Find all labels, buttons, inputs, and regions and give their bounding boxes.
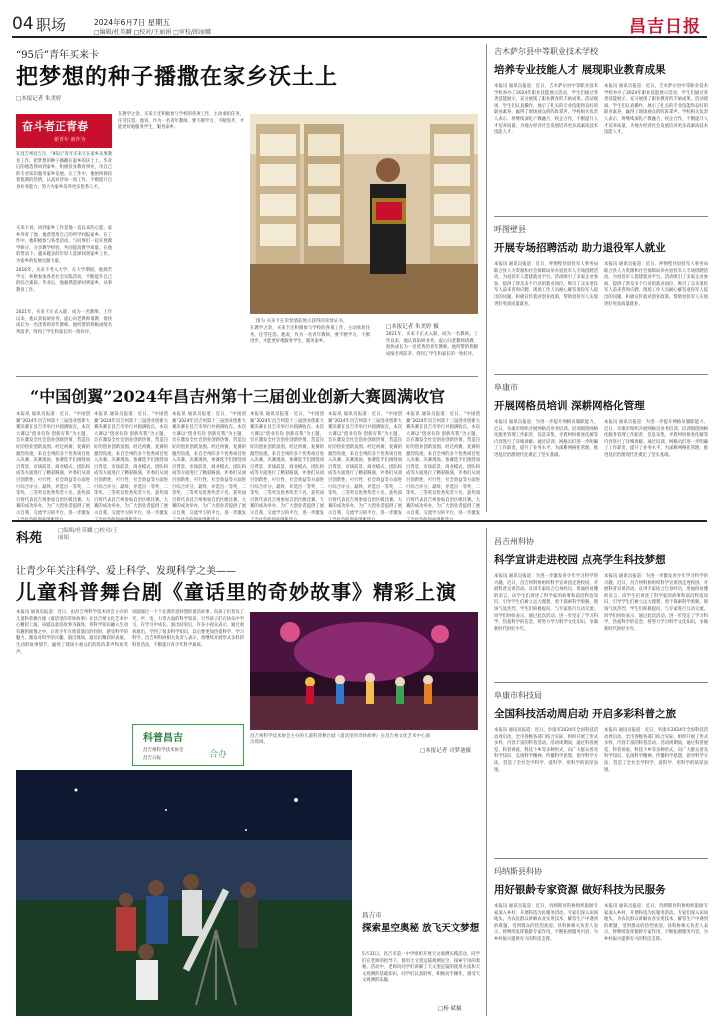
side3-headline: 开展网格员培训 深耕网格化管理	[494, 400, 645, 412]
side-rule-5	[494, 858, 708, 859]
side6-body-b: 本报讯 通讯员报道：近日，玛纳斯县科协组织银龄专家深入乡村，开展科技为民服务活动。专家们深入田间地头，为农民群众讲解农业实用技术，解答生产中遇到的难题，受到群众的热烈欢迎。县科协相关负责人表示，将继续发挥银龄专家作用，不断拓展服务内容，为乡村振兴提供有力的科技支撑。	[604, 904, 708, 942]
side5-headline: 全国科技活动周启动 开启多彩科普之旅	[494, 708, 677, 720]
side1-kicker: 吉木萨尔县中等职业技术学校	[494, 47, 598, 56]
section-name: 职场	[36, 16, 67, 34]
science-logo-sub2: 昌吉日报	[143, 756, 161, 761]
side2-kicker: 呼图壁县	[494, 225, 526, 234]
story3-body-1: 本报讯 通讯员报道：近日，由昌吉州科学技术协会主办的儿童科普舞台剧《童话里的奇妙故事》在昌吉州文化艺术中心精彩上演。该剧以童话故事为载体，将科学知识融入生动有趣的剧情之中，让青少年在欣赏演出的同时，感受科学的魅力，激发对科学的兴趣。演出现场，演员们精彩的表演、生动的故事情节，赢得了现场小观众们的阵阵掌声和欢笑声。	[16, 610, 128, 655]
story1-kicker: “95后”青年买来卡	[16, 50, 99, 61]
banner-subtitle: 新青年 新作为	[54, 137, 86, 143]
story2-col-1: 本报讯 通讯员报道：近日，“中国创翼”2024年昌吉州第十三届创业创新大赛决赛在昌吉市举行并圆满收官。本次大赛以“创业有你 创新有我”为主题，旨在激发全社会创业创新热情，营造良好的创业创新氛围。经过初赛、复赛的激烈角逐，来自全州的多个优秀项目进入决赛。决赛现场，参赛选手们围绕项目背景、市场前景、商业模式、团队构成等方面进行了精彩路演，评委们从项目创新性、可行性、社会效益等方面进行综合评分。最终，评选出一等奖、二等奖、三等奖及优秀奖若干名。获奖项目将代表昌吉州参加自治区级比赛。大赛的成功举办，为广大创业者提供了展示自我、交流学习的平台，进一步激发	[16, 412, 90, 516]
story4-photo	[16, 770, 352, 1016]
column-divider-lower	[486, 528, 487, 1016]
side2-headline: 开展专场招聘活动 助力退役军人就业	[494, 242, 666, 254]
banner-title: 奋斗者正青春	[22, 120, 88, 133]
story1-body-6: 在教学之余，买来卡还积极参与学校的各项工作，主动承担任务，任劳任怨。他说，作为一名青年教师，要不断学习，不断进步，才能更好地服务学生，服务家乡。	[250, 326, 370, 345]
side3-kicker: 阜康市	[494, 383, 518, 392]
story4-body: 5月31日，昌吉市第一中学组织开展天文观测实践活动，同学们在老师的指导下，使用天文望远镜观测星空，探索宇宙的奥秘。活动中，老师向同学们讲解了天文望远镜的使用方法和天文观测的基础知识，同学们认真聆听，积极动手操作，感受天文观测的乐趣。	[362, 952, 480, 984]
science-logo-title: 科普昌吉	[143, 733, 183, 744]
section2-editor-line: □编辑/杜英麟 □校对/王丽娟	[58, 528, 118, 541]
story4-kicker: 昌吉市	[362, 911, 382, 919]
story1-photo	[250, 114, 478, 314]
story1-body-3: 2016年，买来卡考入大学，在大学期间，他刻苦学习，积极参加各类社会实践活动，不断提升自己的综合素质。毕业后，他毅然选择回到家乡，从事教育工作。	[16, 268, 112, 293]
side1-body-b: 本报讯 通讯员报道：近日，吉木萨尔县中等职业技术学校举办了2024年职业技能展示活动，学生们通过各类技能展示，充分展现了职业教育的丰硕成果。活动现场，学生们认真操作，展示了扎实的专业技能和良好的职业素养，赢得了现场观众的阵阵掌声。学校相关负责人表示，将继续深化产教融合、校企合作，不断提升人才培养质量，为地方经济社会发展培养更多高素质技术技能人才。	[604, 84, 708, 136]
side6-kicker: 玛纳斯县科协	[494, 867, 542, 876]
story3-photo	[250, 612, 478, 730]
side6-headline: 用好银龄专家资源 做好科技为民服务	[494, 884, 666, 896]
story2-col-6: 本报讯 通讯员报道：近日，“中国创翼”2024年昌吉州第十三届创业创新大赛决赛在昌吉市举行并圆满收官。本次大赛以“创业有你 创新有我”为主题，旨在激发全社会创业创新热情，营造良好的创业创新氛围。经过初赛、复赛的激烈角逐，来自全州的多个优秀项目进入决赛。决赛现场，参赛选手们围绕项目背景、市场前景、商业模式、团队构成等方面进行了精彩路演，评委们从项目创新性、可行性、社会效益等方面进行综合评分。最终，评选出一等奖、二等奖、三等奖及优秀奖若干名。获奖项目将代表昌吉州参加自治区级比赛。大赛的成功举办，为广大创业者提供了展示自我、交流学习的平台，进一步激发	[406, 412, 480, 516]
side3-body-b: 本报讯 通讯员报道：为进一步提升网格员履职能力，近日，阜康市组织开展网格员业务培训。培训围绕网格化服务管理工作职责、信息采集、矛盾纠纷排查化解等内容进行了详细讲解。通过培训，网格员们进一步明确了工作职责，提升了业务水平，为深耕网格化管理、推进基层治理现代化奠定了坚实基础。	[604, 420, 708, 458]
story2-top-rule	[16, 376, 478, 377]
story2-col-5: 本报讯 通讯员报道：近日，“中国创翼”2024年昌吉州第十三届创业创新大赛决赛在昌吉市举行并圆满收官。本次大赛以“创业有你 创新有我”为主题，旨在激发全社会创业创新热情，营造良好的创业创新氛围。经过初赛、复赛的激烈角逐，来自全州的多个优秀项目进入决赛。决赛现场，参赛选手们围绕项目背景、市场前景、商业模式、团队构成等方面进行了精彩路演，评委们从项目创新性、可行性、社会效益等方面进行综合评分。最终，评选出一等奖、二等奖、三等奖及优秀奖若干名。获奖项目将代表昌吉州参加自治区级比赛。大赛的成功举办，为广大创业者提供了展示自我、交流学习的平台，进一步激发	[328, 412, 402, 516]
story2-col-2: 本报讯 通讯员报道：近日，“中国创翼”2024年昌吉州第十三届创业创新大赛决赛在昌吉市举行并圆满收官。本次大赛以“创业有你 创新有我”为主题，旨在激发全社会创业创新热情，营造良好的创业创新氛围。经过初赛、复赛的激烈角逐，来自全州的多个优秀项目进入决赛。决赛现场，参赛选手们围绕项目背景、市场前景、商业模式、团队构成等方面进行了精彩路演，评委们从项目创新性、可行性、社会效益等方面进行综合评分。最终，评选出一等奖、二等奖、三等奖及优秀奖若干名。获奖项目将代表昌吉州参加自治区级比赛。大赛的成功举办，为广大创业者提供了展示自我、交流学习的平台，进一步激发	[94, 412, 168, 516]
column-divider	[486, 44, 487, 512]
side-rule-4	[494, 682, 708, 683]
side4-kicker: 昌吉州科协	[494, 537, 534, 546]
side1-body-a: 本报讯 通讯员报道：近日，吉木萨尔县中等职业技术学校举办了2024年职业技能展示活动，学生们通过各类技能展示，充分展现了职业教育的丰硕成果。活动现场，学生们认真操作，展示了扎实的专业技能和良好的职业素养，赢得了现场观众的阵阵掌声。学校相关负责人表示，将继续深化产教融合、校企合作，不断提升人才培养质量，为地方经济社会发展培养更多高素质技术技能人才。	[494, 84, 598, 136]
side4-body-a: 本报讯 通讯员报道：为进一步激发青少年学习科学的兴趣，近日，昌吉州科协组织科学宣讲团走进校园，开展科普宣讲活动。宣讲专家结合自身经历，用通俗易懂的语言，向学生们讲述了科学家的故事和前沿科技知识，引导学生们树立远大理想，勇于探索科学奥秘。现场气氛热烈，学生们积极提问，与专家进行互动交流。同学们纷纷表示，通过此次活动，进一步坚定了学习科学、热爱科学的信念，将努力学习科学文化知识，争做新时代的好少年。	[494, 574, 598, 632]
story3-body-2: 该剧通过一个个充满奇思妙想的童话故事，向孩子们普及了光、声、电、力等方面的科学知识，引导孩子们在快乐中学习，在学习中成长。演出结束后，许多小观众表示，通过观看演出，学到了很多科学知识，以后要更加热爱科学、学习科学。昌吉州科协相关负责人表示，将继续开展形式多样的科普活动，不断提升青少年科学素质。	[132, 610, 244, 648]
story1-photo-credit: □本报记者 朱美婷 摄	[386, 324, 439, 330]
side5-body-b: 本报讯 通讯员报道：近日，阜康市2024年全国科技活动周启动，全市各级各部门结合实际，组织开展了形式多样、内容丰富的科普活动。活动周期间，通过科普展览、科普讲座、科技下乡等多种形式，向广大群众普及科学知识，弘扬科学精神，传播科学思想，倡导科学方法，营造了全社会学科学、爱科学、用科学的浓厚氛围。	[604, 728, 708, 773]
section2-label: 科苑	[16, 531, 43, 546]
story3-kicker: 让青少年关注科学、爱上科学、发现科学之美——	[16, 566, 236, 577]
side6-body-a: 本报讯 通讯员报道：近日，玛纳斯县科协组织银龄专家深入乡村，开展科技为民服务活动。专家们深入田间地头，为农民群众讲解农业实用技术，解答生产中遇到的难题，受到群众的热烈欢迎。县科协相关负责人表示，将继续发挥银龄专家作用，不断拓展服务内容，为乡村振兴提供有力的科技支撑。	[494, 904, 598, 942]
side2-body-a: 本报讯 通讯员报道：近日，呼图壁县退役军人事务局联合县人力资源和社会保障局举办退役军人专场招聘活动，为退役军人搭建就业平台。活动吸引了多家企业参加，提供了涉及多个行业的就业岗位，吸引了众多退役军人前来咨询应聘。现场工作人员耐心解答退役军人提出的问题，积极宣传就业创业政策，帮助退役军人实现更好更高质量就业。	[494, 262, 598, 307]
editor-line: □编辑/杜英麟 □校对/王丽娟 □审校/郎丽娜	[94, 29, 211, 36]
science-logo-box	[132, 724, 244, 766]
story4-headline: 探索星空奥秘 放飞天文梦想	[362, 923, 480, 934]
story2-headline: “中国创翼”2024年昌吉州第十三届创业创新大赛圆满收官	[30, 387, 445, 406]
story1-headline: 把梦想的种子播撒在家乡沃土上	[16, 64, 339, 90]
side4-headline: 科学宣讲走进校园 点亮学生科技梦想	[494, 554, 666, 566]
story1-body-1: 在昌吉州昌吉市，“95后”青年买来卡在家乡从事教育工作，把梦想的种子播撒在家乡的沃土上。毕业后的他选择回到家乡，积极投身教育事业，用自己的专业知识服务家乡发展。在工作中，他始终保持着饱满的热情，认真对待每一项工作，不断提升自身业务能力，努力为家乡培养更多优秀人才。	[16, 152, 112, 190]
side-rule-1	[494, 216, 708, 217]
masthead	[12, 8, 707, 38]
newspaper-logo: 昌吉日报	[629, 17, 701, 37]
story1-body-7: 2021年，买来卡正式入职，成为一名教师。工作以来，他认真钻研业务，虚心向老教师请教，很快成长为一名优秀的青年教师。他所带的班级成绩名列前茅，得到了学生和家长的一致好评。	[386, 332, 478, 357]
section2-rule	[12, 520, 707, 522]
side4-body-b: 本报讯 通讯员报道：为进一步激发青少年学习科学的兴趣，近日，昌吉州科协组织科学宣讲团走进校园，开展科普宣讲活动。宣讲专家结合自身经历，用通俗易懂的语言，向学生们讲述了科学家的故事和前沿科技知识，引导学生们树立远大理想，勇于探索科学奥秘。现场气氛热烈，学生们积极提问，与专家进行互动交流。同学们纷纷表示，通过此次活动，进一步坚定了学习科学、热爱科学的信念，将努力学习科学文化知识，争做新时代的好少年。	[604, 574, 708, 632]
story1-body-5: 在教学之余，买来卡还积极参与学校的各项工作，主动承担任务，任劳任怨。他说，作为一名青年教师，要不断学习，不断进步，才能更好地服务学生，服务家乡。	[118, 112, 244, 131]
story2-col-3: 本报讯 通讯员报道：近日，“中国创翼”2024年昌吉州第十三届创业创新大赛决赛在昌吉市举行并圆满收官。本次大赛以“创业有你 创新有我”为主题，旨在激发全社会创业创新热情，营造良好的创业创新氛围。经过初赛、复赛的激烈角逐，来自全州的多个优秀项目进入决赛。决赛现场，参赛选手们围绕项目背景、市场前景、商业模式、团队构成等方面进行了精彩路演，评委们从项目创新性、可行性、社会效益等方面进行综合评分。最终，评选出一等奖、二等奖、三等奖及优秀奖若干名。获奖项目将代表昌吉州参加自治区级比赛。大赛的成功举办，为广大创业者提供了展示自我、交流学习的平台，进一步激发	[172, 412, 246, 516]
story3-photo-credit: □本报记者 司梦迪摄	[420, 748, 471, 754]
side3-body-a: 本报讯 通讯员报道：为进一步提升网格员履职能力，近日，阜康市组织开展网格员业务培训。培训围绕网格化服务管理工作职责、信息采集、矛盾纠纷排查化解等内容进行了详细讲解。通过培训，网格员们进一步明确了工作职责，提升了业务水平，为深耕网格化管理、推进基层治理现代化奠定了坚实基础。	[494, 420, 598, 458]
youth-banner	[16, 114, 112, 148]
story2-col-4: 本报讯 通讯员报道：近日，“中国创翼”2024年昌吉州第十三届创业创新大赛决赛在昌吉市举行并圆满收官。本次大赛以“创业有你 创新有我”为主题，旨在激发全社会创业创新热情，营造良好的创业创新氛围。经过初赛、复赛的激烈角逐，来自全州的多个优秀项目进入决赛。决赛现场，参赛选手们围绕项目背景、市场前景、商业模式、团队构成等方面进行了精彩路演，评委们从项目创新性、可行性、社会效益等方面进行综合评分。最终，评选出一等奖、二等奖、三等奖及优秀奖若干名。获奖项目将代表昌吉州参加自治区级比赛。大赛的成功举办，为广大创业者提供了展示自我、交流学习的平台，进一步激发	[250, 412, 324, 516]
story1-photo-caption: 图为 买来卡在荣誉墙前展示获得的荣誉证书。	[256, 319, 348, 324]
science-logo-sub: 昌吉州科学技术协会	[143, 748, 184, 753]
page-number: 04	[12, 14, 34, 34]
side-rule-2	[494, 374, 708, 375]
side5-body-a: 本报讯 通讯员报道：近日，阜康市2024年全国科技活动周启动，全市各级各部门结合实际，组织开展了形式多样、内容丰富的科普活动。活动周期间，通过科普展览、科普讲座、科技下乡等多种形式，向广大群众普及科学知识，弘扬科学精神，传播科学思想，倡导科学方法，营造了全社会学科学、爱科学、用科学的浓厚氛围。	[494, 728, 598, 773]
story1-byline: □本报记者 朱美婷	[16, 96, 62, 102]
story4-credit: □杨 斌摄	[438, 1006, 462, 1012]
issue-date: 2024年6月7日 星期五	[94, 18, 171, 27]
side5-kicker: 阜康市科技局	[494, 691, 542, 700]
story1-body-4: 2021年，买来卡正式入职，成为一名教师。工作以来，他认真钻研业务，虚心向老教师请教，很快成长为一名优秀的青年教师。他所带的班级成绩名列前茅，得到了学生和家长的一致好评。	[16, 310, 112, 335]
story3-photo-caption: 昌吉州科学技术协会主办的儿童科普舞台剧《童话里的奇妙故事》在昌吉州文化艺术中心演出现场。	[250, 734, 430, 745]
side1-headline: 培养专业技能人才 展现职业教育成果	[494, 64, 666, 76]
story3-headline: 儿童科普舞台剧《童话里的奇妙故事》精彩上演	[16, 580, 457, 604]
side2-body-b: 本报讯 通讯员报道：近日，呼图壁县退役军人事务局联合县人力资源和社会保障局举办退役军人专场招聘活动，为退役军人搭建就业平台。活动吸引了多家企业参加，提供了涉及多个行业的就业岗位，吸引了众多退役军人前来咨询应聘。现场工作人员耐心解答退役军人提出的问题，积极宣传就业创业政策，帮助退役军人实现更好更高质量就业。	[604, 262, 708, 307]
story1-body-2: 买来卡说，回到家乡工作是他一直以来的心愿。家乡养育了他，他希望用自己的所学回报家乡。在工作中，他积极参与各类活动，与同事们一起开展教学研讨，分享教学经验，共同提高教学质量。在他的带动下，越来越多的年轻人选择回到家乡工作，为家乡的发展贡献力量。	[16, 226, 112, 264]
science-logo-tail: 合办	[209, 750, 228, 760]
